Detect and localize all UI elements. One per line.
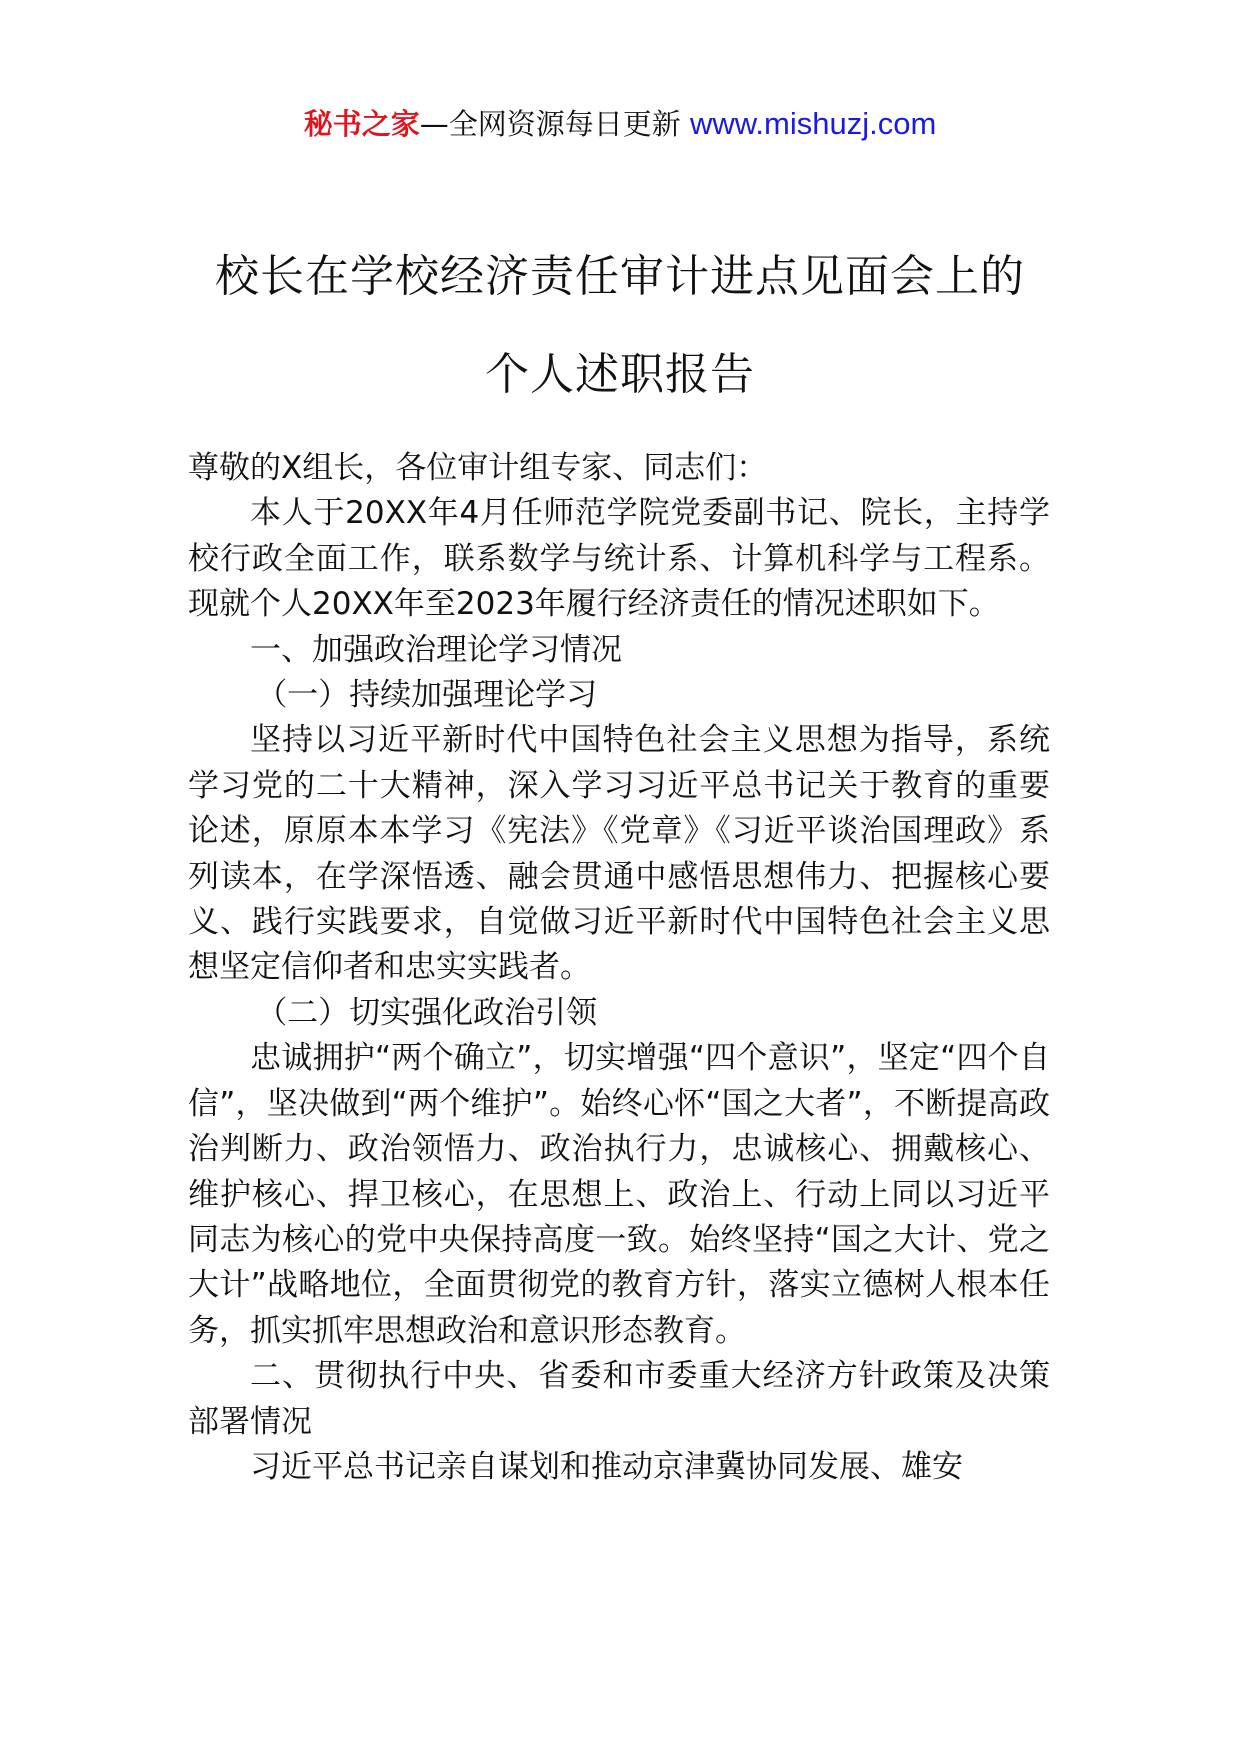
site-header	[0, 104, 1240, 144]
document-title	[0, 228, 1240, 424]
subsection-heading-1-2: （二）切实强化政治引领	[256, 994, 598, 1031]
body-paragraph: 习近平总书记亲自谋划和推动京津冀协同发展、雄安	[250, 1448, 963, 1485]
salutation: 尊敬的X组长，各位审计组专家、同志们：	[188, 450, 768, 486]
section-heading-1: 一、加强政治理论学习情况	[250, 631, 622, 668]
intro-paragraph: 本人于20XX年4月任师范学院党委副书记、院长，主持学校行政全面工作，联系数学与统计系、计算机科学与工程系。现就个人20XX年至2023年履行经济责任的情况述职如下。	[188, 495, 1050, 623]
site-brand: 秘书之家	[303, 107, 420, 141]
title-line-2: 个人述职报告	[485, 349, 755, 400]
subsection-heading-1-1: （一）持续加强理论学习	[256, 677, 598, 714]
site-tagline: —全网资源每日更新	[419, 107, 690, 141]
site-url-link[interactable]: www.mishuzj.com	[689, 106, 937, 141]
body-paragraph: 坚持以习近平新时代中国特色社会主义思想为指导，系统学习党的二十大精神，深入学习习近平总书记关于教育的重要论述，原原本本学习《宪法》《党章》《习近平谈治国理政》系列读本，在学深悟透、融会贯通中感悟思想伟力、把握核心要义、践行实践要求，自觉做习近平新时代中国特色社会主义思想坚定信仰者和忠实实践者。	[188, 722, 1050, 986]
section-heading-2: 二、贯彻执行中央、省委和市委重大经济方针政策及决策部署情况	[188, 1358, 1050, 1440]
title-line-1: 校长在学校经济责任审计进点见面会上的	[215, 251, 1025, 302]
body-paragraph: 忠诚拥护“两个确立”，切实增强“四个意识”，坚定“四个自信”，坚决做到“两个维护”。始终心怀“国之大者”，不断提高政治判断力、政治领悟力、政治执行力，忠诚核心、拥戴核心、维护核心、捍卫核心，在思想上、政治上、行动上同以习近平同志为核心的党中央保持高度一致。始终坚持“国之大计、党之大计”战略地位，全面贯彻党的教育方针，落实立德树人根本任务，抓实抓牢思想政治和意识形态教育。	[188, 1040, 1050, 1349]
document-body	[188, 446, 1050, 1490]
